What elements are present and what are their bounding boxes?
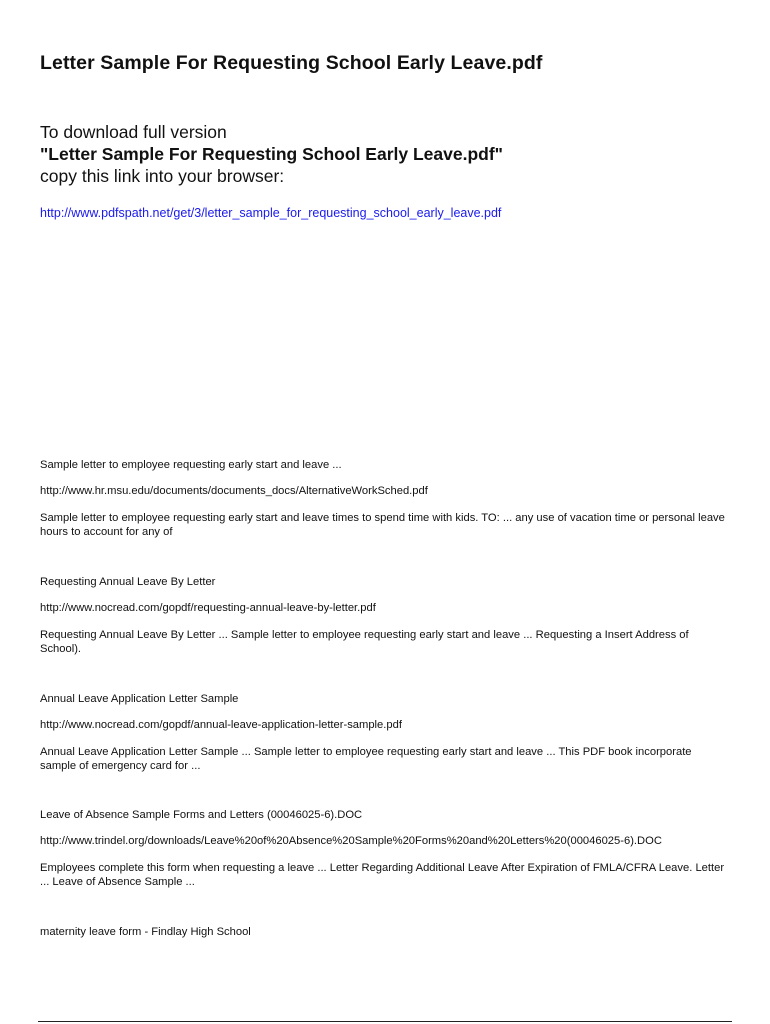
search-result bbox=[40, 458, 730, 539]
search-result bbox=[40, 925, 730, 939]
result-url: http://www.nocread.com/gopdf/requesting-annual-leave-by-letter.pdf bbox=[40, 602, 376, 614]
search-result bbox=[40, 575, 730, 656]
download-instructions bbox=[40, 121, 503, 187]
result-title: Annual Leave Application Letter Sample bbox=[40, 693, 239, 705]
result-title: Leave of Absence Sample Forms and Letters (00046025-6).DOC bbox=[40, 809, 363, 821]
result-url: http://www.hr.msu.edu/documents/documents_docs/AlternativeWorkSched.pdf bbox=[40, 485, 428, 497]
download-link[interactable]: http://www.pdfspath.net/get/3/letter_sample_for_requesting_school_early_leave.pdf bbox=[40, 206, 502, 220]
result-description: Annual Leave Application Letter Sample ... Sample letter to employee requesting early start and leave ... This PDF book incorporate sample of emergency card for ... bbox=[40, 746, 692, 772]
result-description: Employees complete this form when requesting a leave ... Letter Regarding Additional Leave After Expiration of FMLA/CFRA Leave. Letter ... Leave of Absence Sample ... bbox=[40, 862, 725, 888]
result-description: Requesting Annual Leave By Letter ... Sample letter to employee requesting early start and leave ... Requesting a Insert Address of School). bbox=[40, 629, 689, 655]
result-title: Sample letter to employee requesting early start and leave ... bbox=[40, 459, 342, 471]
download-quoted-title: "Letter Sample For Requesting School Early Leave.pdf" bbox=[40, 144, 503, 164]
result-url: http://www.nocread.com/gopdf/annual-leave-application-letter-sample.pdf bbox=[40, 719, 402, 731]
result-title: Requesting Annual Leave By Letter bbox=[40, 576, 216, 588]
download-copy-instruction: copy this link into your browser: bbox=[40, 166, 285, 186]
result-url: http://www.trindel.org/downloads/Leave%20of%20Absence%20Sample%20Forms%20and%20Letters%20(00046025-6).DOC bbox=[40, 835, 662, 847]
search-result bbox=[40, 808, 730, 889]
search-result bbox=[40, 692, 730, 773]
document-title: Letter Sample For Requesting School Early Leave.pdf bbox=[40, 52, 543, 74]
result-title: maternity leave form - Findlay High School bbox=[40, 926, 251, 938]
page-bottom-divider bbox=[38, 1021, 732, 1022]
download-intro-text: To download full version bbox=[40, 122, 227, 142]
result-description: Sample letter to employee requesting early start and leave times to spend time with kids. TO: ... any use of vacation time or personal leave hours to account for any of bbox=[40, 512, 725, 538]
